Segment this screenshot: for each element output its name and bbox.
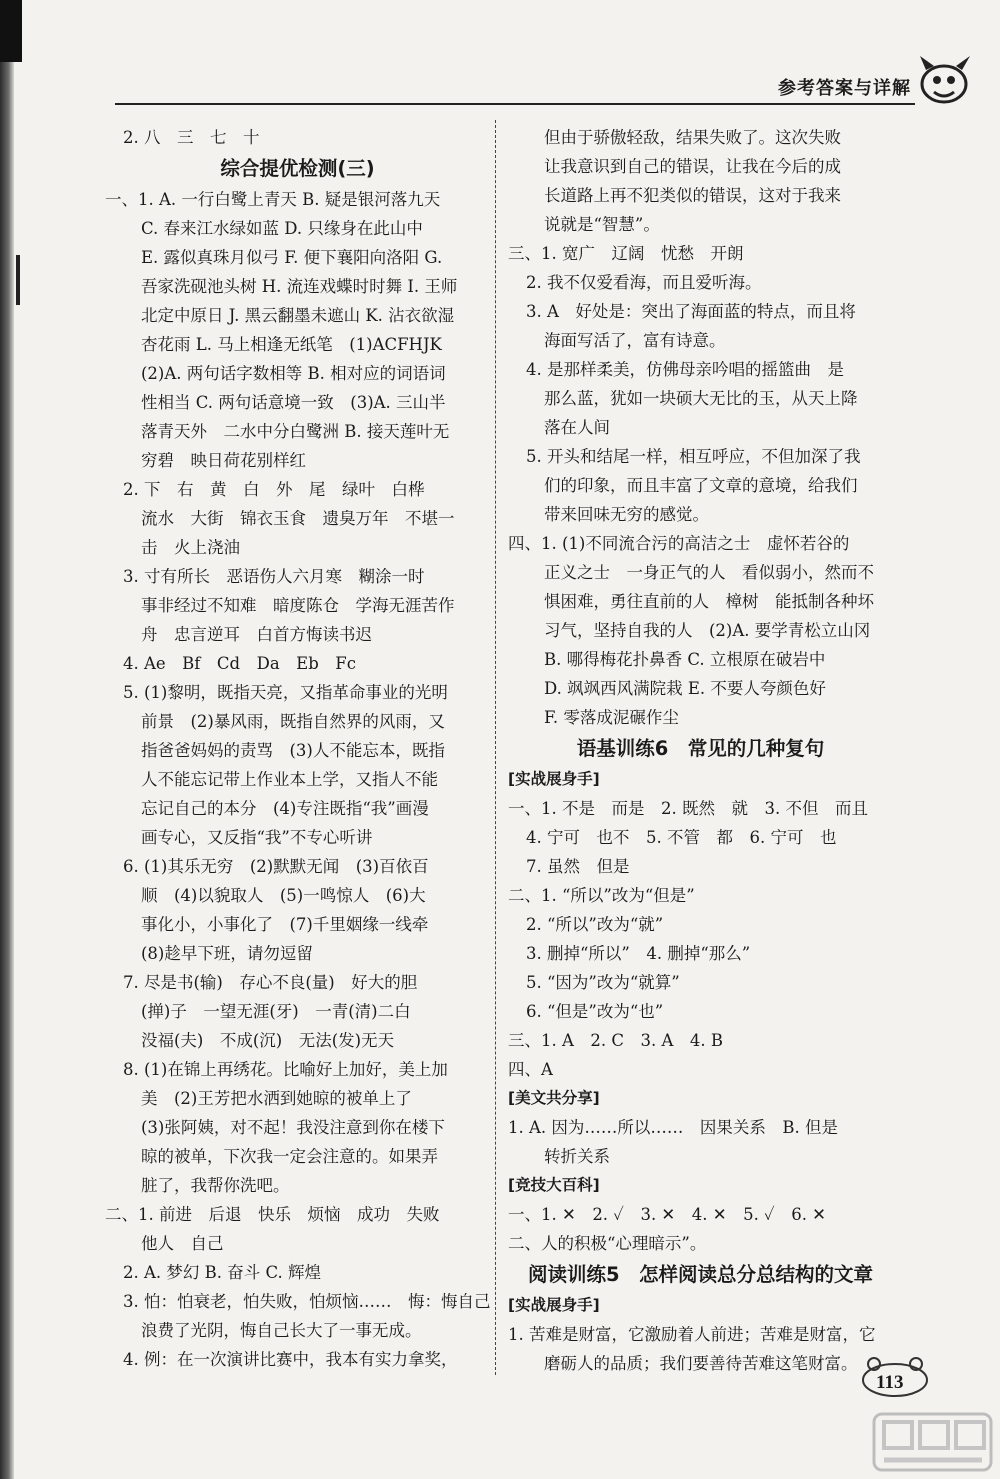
right-text-line: B. 哪得梅花扑鼻香 C. 立根原在破岩中 [544, 650, 826, 669]
left-text-line: 指爸爸妈妈的责骂 (3)人不能忘本，既指 [141, 741, 445, 760]
left-text-line: (掸)子 一望无涯(牙) 一青(清)二白 [141, 1002, 411, 1021]
left-text-line: 4. Ae Bf Cd Da Eb Fc [123, 654, 356, 673]
left-text-line: (3)张阿姨，对不起！我没注意到你在楼下 [141, 1118, 445, 1137]
left-text-line: 2. A. 梦幻 B. 奋斗 C. 辉煌 [123, 1263, 322, 1282]
left-section-title: 综合提优检测(三) [220, 157, 375, 180]
left-text-line: 4. 例：在一次演讲比赛中，我本有实力拿奖， [123, 1350, 458, 1369]
left-text-line: 没福(夫) 不成(沉) 无法(发)无天 [141, 1031, 395, 1050]
right-section-title: 阅读训练5 怎样阅读总分总结构的文章 [527, 1263, 874, 1286]
left-text-line: 北定中原日 J. 黑云翻墨未遮山 K. 沾衣欲湿 [141, 306, 455, 325]
left-text-line: 杏花雨 L. 马上相逢无纸笔 (1)ACFHJK [141, 335, 442, 354]
left-text-line: 画专心，又反指“我”不专心听讲 [141, 828, 373, 847]
watermark-logo-icon [870, 1410, 995, 1474]
left-text-line: 3. 怕：怕衰老，怕失败，怕烦恼…… 悔：悔自己 [123, 1292, 491, 1311]
right-section-tag: [实战展身手] [508, 770, 600, 788]
left-text-line: 2. 下 右 黄 白 外 尾 绿叶 白桦 [123, 480, 425, 499]
right-text-line: 但由于骄傲轻敌，结果失败了。这次失败 [544, 128, 841, 147]
margin-mark [16, 255, 20, 305]
page-number: 113 [876, 1372, 904, 1393]
right-text-line: 那么蓝，犹如一块硕大无比的玉，从天上降 [544, 389, 858, 408]
right-section-tag: [实战展身手] [508, 1296, 600, 1314]
right-text-line: 落在人间 [544, 418, 610, 437]
left-text-line: 忘记自己的本分 (4)专注既指“我”画漫 [141, 799, 429, 818]
left-text-line: 击 火上浇油 [141, 538, 240, 557]
right-text-line: 2. “所以”改为“就” [526, 915, 664, 934]
left-text-line: 性相当 C. 两句话意境一致 (3)A. 三山半 [141, 393, 446, 412]
right-text-line: 说就是“智慧”。 [544, 215, 660, 234]
left-text-line: 浪费了光阴，悔自己长大了一事无成。 [141, 1321, 422, 1340]
right-text-line: 5. 开头和结尾一样，相互呼应，不但加深了我 [526, 447, 861, 466]
right-text-line: 6. “但是”改为“也” [526, 1002, 664, 1021]
right-text-line: 长道路上再不犯类似的错误，这对于我来 [544, 186, 841, 205]
right-text-line: 惧困难，勇往直前的人 樟树 能抵制各种坏 [544, 592, 874, 611]
right-text-line: 三、1. 宽广 辽阔 忧愁 开朗 [508, 244, 744, 263]
left-text-line: 流水 大街 锦衣玉食 遗臭万年 不堪一 [141, 509, 455, 528]
left-text-line: 7. 尽是书(输) 存心不良(量) 好大的胆 [123, 973, 418, 992]
header-rule [115, 103, 915, 105]
book-spine-corner [0, 0, 22, 62]
left-text-line: C. 春来江水绿如蓝 D. 只缘身在此山中 [141, 219, 423, 238]
right-text-line: 一、1. ✕ 2. ✓ 3. ✕ 4. ✕ 5. ✓ 6. ✕ [508, 1205, 827, 1224]
right-section-tag: [美文共分享] [508, 1089, 600, 1107]
column-divider [495, 120, 496, 1375]
left-text-line: 人不能忘记带上作业本上学，又指人不能 [141, 770, 438, 789]
right-text-line: 4. 是那样柔美，仿佛母亲吟唱的摇篮曲 是 [526, 360, 844, 379]
left-text-line: 吾家洗砚池头树 H. 流连戏蝶时时舞 I. 王师 [141, 277, 458, 296]
right-text-line: 4. 宁可 也不 5. 不管 都 6. 宁可 也 [526, 828, 837, 847]
right-text-line: 们的印象，而且丰富了文章的意境，给我们 [544, 476, 858, 495]
left-text-line: 他人 自己 [141, 1234, 224, 1253]
left-text-line: 脏了，我帮你洗吧。 [141, 1176, 290, 1195]
right-text-line: 3. A 好处是：突出了海面蓝的特点，而且将 [526, 302, 856, 321]
right-text-line: 转折关系 [544, 1147, 610, 1166]
left-text-line: 5. (1)黎明，既指天亮，又指革命事业的光明 [123, 683, 448, 702]
left-text-line: 美 (2)王芳把水洒到她晾的被单上了 [141, 1089, 412, 1108]
left-text-line: (2)A. 两句话字数相等 B. 相对应的词语词 [141, 364, 446, 383]
left-text-line: 顺 (4)以貌取人 (5)一鸣惊人 (6)大 [141, 886, 426, 905]
left-text-line: 事非经过不知难 暗度陈仓 学海无涯苦作 [141, 596, 455, 615]
right-column [508, 123, 893, 1378]
right-text-line: 二、人的积极“心理暗示”。 [508, 1234, 707, 1253]
right-text-line: 5. “因为”改为“就算” [526, 973, 680, 992]
right-text-line: 带来回味无穷的感觉。 [544, 505, 709, 524]
right-text-line: 1. 苦难是财富，它激励着人前进；苦难是财富，它 [508, 1325, 876, 1344]
left-text-line: E. 露似真珠月似弓 F. 便下襄阳向洛阳 G. [141, 248, 443, 267]
right-text-line: 让我意识到自己的错误，让我在今后的成 [544, 157, 841, 176]
right-text-line: 正义之士 一身正气的人 看似弱小，然而不 [544, 563, 874, 582]
right-text-line: 磨砺人的品质；我们要善待苦难这笔财富。 [544, 1354, 858, 1373]
left-text-line: 一、1. A. 一行白鹭上青天 B. 疑是银河落九天 [105, 190, 441, 209]
right-text-line: 7. 虽然 但是 [526, 857, 630, 876]
right-section-title: 语基训练6 常见的几种复句 [576, 737, 825, 760]
left-text-line: 8. (1)在锦上再绣花。比喻好上加好，美上加 [123, 1060, 448, 1079]
left-column [105, 123, 490, 1374]
left-text-line: 事化小，小事化了 (7)千里姻缘一线牵 [141, 915, 429, 934]
right-text-line: 二、1. “所以”改为“但是” [508, 886, 695, 905]
right-text-line: 2. 我不仅爱看海，而且爱听海。 [526, 273, 762, 292]
left-text-line: 穷碧 映日荷花别样红 [141, 451, 306, 470]
right-text-line: 三、1. A 2. C 3. A 4. B [508, 1031, 724, 1050]
left-text-line: 落青天外 二水中分白鹭洲 B. 接天莲叶无 [141, 422, 450, 441]
right-text-line: 3. 删掉“所以” 4. 删掉“那么” [526, 944, 751, 963]
right-text-line: 习气，坚持自我的人 (2)A. 要学青松立山冈 [544, 621, 871, 640]
left-text-line: 前景 (2)暴风雨，既指自然界的风雨，又 [141, 712, 445, 731]
right-text-line: 1. A. 因为……所以…… 因果关系 B. 但是 [508, 1118, 839, 1137]
header-label: 参考答案与详解 [778, 78, 911, 99]
left-text-line: 3. 寸有所长 恶语伤人六月寒 糊涂一时 [123, 567, 425, 586]
right-text-line: 一、1. 不是 而是 2. 既然 就 3. 不但 而且 [508, 799, 868, 818]
right-text-line: 海面写活了，富有诗意。 [544, 331, 726, 350]
left-text-line: 舟 忠言逆耳 白首方悔读书迟 [141, 625, 372, 644]
book-spine-shadow [0, 0, 14, 1479]
mascot-icon [910, 50, 974, 108]
right-text-line: 四、1. (1)不同流合污的高洁之士 虚怀若谷的 [508, 534, 850, 553]
left-text-line: (8)趁早下班，请勿逗留 [141, 944, 313, 963]
left-text-line: 6. (1)其乐无穷 (2)默默无闻 (3)百依百 [123, 857, 429, 876]
left-text-line: 2. 八 三 七 十 [123, 128, 260, 147]
right-text-line: F. 零落成泥碾作尘 [544, 708, 679, 727]
right-section-tag: [竞技大百科] [508, 1176, 600, 1194]
left-text-line: 晾的被单，下次我一定会注意的。如果弄 [141, 1147, 438, 1166]
right-text-line: D. 飒飒西风满院栽 E. 不要人夸颜色好 [544, 679, 826, 698]
right-text-line: 四、A [508, 1060, 553, 1079]
left-text-line: 二、1. 前进 后退 快乐 烦恼 成功 失败 [105, 1205, 440, 1224]
